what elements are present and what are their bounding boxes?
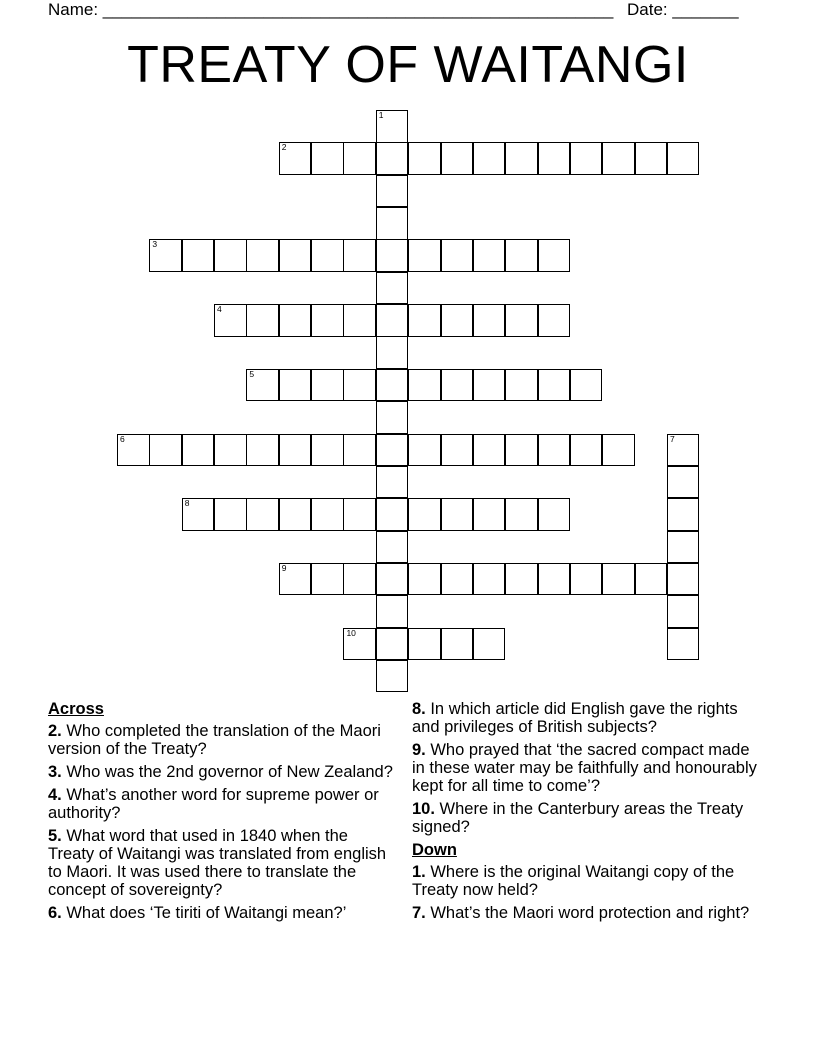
- clue-number: 5.: [48, 827, 62, 845]
- crossword-cell[interactable]: [279, 498, 312, 531]
- crossword-cell[interactable]: [441, 304, 474, 337]
- crossword-cell[interactable]: [246, 239, 279, 272]
- crossword-cell[interactable]: [376, 531, 409, 564]
- crossword-cell[interactable]: [376, 304, 409, 337]
- crossword-cell[interactable]: [182, 498, 215, 531]
- crossword-cell[interactable]: [376, 563, 409, 596]
- crossword-cell[interactable]: [408, 628, 441, 661]
- clue-down-1: [412, 863, 757, 899]
- crossword-cell[interactable]: [602, 563, 635, 596]
- crossword-cell[interactable]: [505, 498, 538, 531]
- clue-text: Who completed the translation of the Maori version of the Treaty?: [48, 722, 381, 758]
- crossword-cell[interactable]: [538, 434, 571, 467]
- cell-number: 1: [378, 110, 384, 120]
- clue-text: Who prayed that ‘the sacred compact made in these water may be faithfully and honourably kept for all time to come’?: [412, 741, 757, 795]
- crossword-cell[interactable]: [505, 142, 538, 175]
- crossword-cell[interactable]: [505, 369, 538, 402]
- cell-number: 9: [281, 562, 287, 573]
- down-heading: Down: [412, 841, 457, 859]
- crossword-cell[interactable]: [376, 466, 409, 499]
- crossword-cell[interactable]: [343, 628, 376, 661]
- clue-number: 4.: [48, 786, 62, 804]
- crossword-cell[interactable]: [473, 369, 506, 402]
- crossword-cell[interactable]: [182, 434, 215, 467]
- cell-number: 6: [120, 433, 125, 444]
- crossword-cell[interactable]: [538, 239, 571, 272]
- clue-number: 8.: [412, 700, 426, 718]
- crossword-cell[interactable]: [441, 628, 474, 661]
- crossword-cell[interactable]: [246, 498, 279, 531]
- clue-text: What does ‘Te tiriti of Waitangi mean?’: [61, 904, 347, 922]
- crossword-cell[interactable]: [214, 239, 247, 272]
- crossword-cell[interactable]: [570, 369, 603, 402]
- crossword-cell[interactable]: [667, 498, 700, 531]
- crossword-cell[interactable]: [505, 239, 538, 272]
- crossword-cell[interactable]: [538, 498, 571, 531]
- crossword-cell[interactable]: [376, 498, 409, 531]
- crossword-cell[interactable]: [279, 434, 312, 467]
- crossword-cell[interactable]: [473, 304, 506, 337]
- crossword-cell[interactable]: [441, 239, 474, 272]
- crossword-cell[interactable]: [538, 563, 571, 596]
- clue-across-3: [48, 763, 393, 781]
- crossword-cell[interactable]: [441, 142, 474, 175]
- clue-number: 1.: [412, 863, 426, 881]
- crossword-cell[interactable]: [311, 434, 344, 467]
- crossword-cell[interactable]: [538, 142, 571, 175]
- clue-text: In which article did English gave the rights and privileges of British subjects?: [412, 700, 738, 736]
- crossword-cell[interactable]: [279, 304, 312, 337]
- crossword-cell[interactable]: [214, 304, 247, 337]
- clue-text: Who was the 2nd governor of New Zealand?: [61, 763, 393, 781]
- crossword-cell[interactable]: [376, 369, 409, 402]
- crossword-cell[interactable]: [149, 434, 182, 467]
- crossword-cell[interactable]: [343, 434, 376, 467]
- crossword-cell[interactable]: [343, 142, 376, 175]
- crossword-cell[interactable]: [570, 142, 603, 175]
- cell-number: 8: [184, 498, 190, 509]
- crossword-cell[interactable]: [311, 563, 344, 596]
- clue-number: 10.: [412, 800, 435, 818]
- clues-column-right: [412, 700, 757, 927]
- clue-across-5: [48, 827, 393, 899]
- crossword-cell[interactable]: [570, 434, 603, 467]
- crossword-cell[interactable]: [279, 563, 312, 596]
- clues-column-left: [48, 700, 393, 927]
- clue-across-8: [412, 700, 757, 736]
- crossword-cell[interactable]: [311, 239, 344, 272]
- crossword-cell[interactable]: [149, 239, 182, 272]
- clue-list-across-left: [48, 722, 393, 922]
- crossword-cell[interactable]: [182, 239, 215, 272]
- cell-number: 2: [281, 142, 287, 153]
- crossword-cell[interactable]: [408, 563, 441, 596]
- crossword-cell[interactable]: [408, 369, 441, 402]
- crossword-cell[interactable]: [311, 142, 344, 175]
- puzzle-title: TREATY OF WAITANGI: [127, 36, 689, 94]
- crossword-cell[interactable]: [117, 434, 150, 467]
- crossword-cell[interactable]: [635, 142, 668, 175]
- clue-number: 2.: [48, 722, 62, 740]
- crossword-cell[interactable]: [214, 434, 247, 467]
- crossword-cell[interactable]: [279, 142, 312, 175]
- crossword-cell[interactable]: [667, 563, 700, 596]
- crossword-cell[interactable]: [473, 628, 506, 661]
- crossword-cell[interactable]: [376, 207, 409, 240]
- clue-number: 3.: [48, 763, 62, 781]
- crossword-cell[interactable]: [570, 563, 603, 596]
- crossword-cell[interactable]: [311, 369, 344, 402]
- crossword-cell[interactable]: [473, 434, 506, 467]
- cell-number: 4: [217, 304, 222, 315]
- cell-number: 5: [249, 368, 255, 379]
- crossword-cell[interactable]: [473, 563, 506, 596]
- crossword-cell[interactable]: [311, 498, 344, 531]
- crossword-cell[interactable]: [408, 304, 441, 337]
- date-field-label: Date: _______: [627, 0, 739, 19]
- crossword-cell[interactable]: [214, 498, 247, 531]
- crossword-cell[interactable]: [376, 272, 409, 305]
- clue-number: 9.: [412, 741, 426, 759]
- across-heading: Across: [48, 700, 104, 718]
- clue-number: 6.: [48, 904, 62, 922]
- crossword-cell[interactable]: [667, 531, 700, 564]
- crossword-cell[interactable]: [441, 563, 474, 596]
- clue-across-6: [48, 904, 393, 922]
- cell-number: 3: [152, 239, 158, 250]
- crossword-cell[interactable]: [602, 142, 635, 175]
- crossword-cell[interactable]: [343, 369, 376, 402]
- crossword-cell[interactable]: [376, 595, 409, 628]
- crossword-cell[interactable]: [538, 304, 571, 337]
- crossword-cell[interactable]: [441, 434, 474, 467]
- crossword-cell[interactable]: [343, 304, 376, 337]
- crossword-cell[interactable]: [473, 239, 506, 272]
- crossword-cell[interactable]: [635, 563, 668, 596]
- crossword-cell[interactable]: [667, 628, 700, 661]
- crossword-cell[interactable]: [376, 239, 409, 272]
- crossword-cell[interactable]: [246, 304, 279, 337]
- crossword-cell[interactable]: [376, 110, 409, 143]
- crossword-cell[interactable]: [376, 175, 409, 208]
- crossword-cell[interactable]: [279, 369, 312, 402]
- crossword-cell[interactable]: [376, 142, 409, 175]
- crossword-cell[interactable]: [473, 142, 506, 175]
- crossword-cell[interactable]: [667, 142, 700, 175]
- crossword-cell[interactable]: [441, 369, 474, 402]
- crossword-cell[interactable]: [376, 336, 409, 369]
- crossword-cell[interactable]: [505, 563, 538, 596]
- crossword-cell[interactable]: [343, 563, 376, 596]
- crossword-cell[interactable]: [505, 434, 538, 467]
- cell-number: 7: [669, 433, 675, 444]
- crossword-cell[interactable]: [667, 434, 700, 467]
- clue-text: Where in the Canterbury areas the Treaty signed?: [412, 800, 744, 836]
- crossword-cell[interactable]: [343, 498, 376, 531]
- clue-across-2: [48, 722, 393, 758]
- crossword-cell[interactable]: [505, 304, 538, 337]
- crossword-cell[interactable]: [311, 304, 344, 337]
- clue-across-10: [412, 800, 757, 836]
- crossword-cell[interactable]: [376, 660, 409, 693]
- crossword-cell[interactable]: [408, 142, 441, 175]
- crossword-cell[interactable]: [279, 239, 312, 272]
- crossword-cell[interactable]: [473, 498, 506, 531]
- clue-across-9: [412, 741, 757, 795]
- crossword-cell[interactable]: [408, 434, 441, 467]
- clue-down-7: [412, 904, 757, 922]
- clue-text: What word that used in 1840 when the Treaty of Waitangi was translated from english to Maori. It was used there to translate the concept of sovereignty?: [48, 827, 387, 899]
- crossword-cell[interactable]: [376, 434, 409, 467]
- crossword-cell[interactable]: [441, 498, 474, 531]
- name-field-label: Name: ______________________________________________________: [48, 0, 614, 19]
- crossword-cell[interactable]: [246, 434, 279, 467]
- crossword-cell[interactable]: [538, 369, 571, 402]
- crossword-cell[interactable]: [408, 498, 441, 531]
- cell-number: 10: [346, 627, 356, 638]
- clue-text: What’s another word for supreme power or authority?: [48, 786, 379, 822]
- crossword-cell[interactable]: [343, 239, 376, 272]
- clue-across-4: [48, 786, 393, 822]
- crossword-cell[interactable]: [408, 239, 441, 272]
- crossword-cell[interactable]: [246, 369, 279, 402]
- crossword-cell[interactable]: [602, 434, 635, 467]
- clue-text: Where is the original Waitangi copy of the Treaty now held?: [412, 863, 735, 899]
- clue-number: 7.: [412, 904, 426, 922]
- crossword-cell[interactable]: [376, 628, 409, 661]
- crossword-cell[interactable]: [376, 401, 409, 434]
- crossword-cell[interactable]: [667, 595, 700, 628]
- crossword-cell[interactable]: [667, 466, 700, 499]
- clue-text: What’s the Maori word protection and right?: [425, 904, 750, 922]
